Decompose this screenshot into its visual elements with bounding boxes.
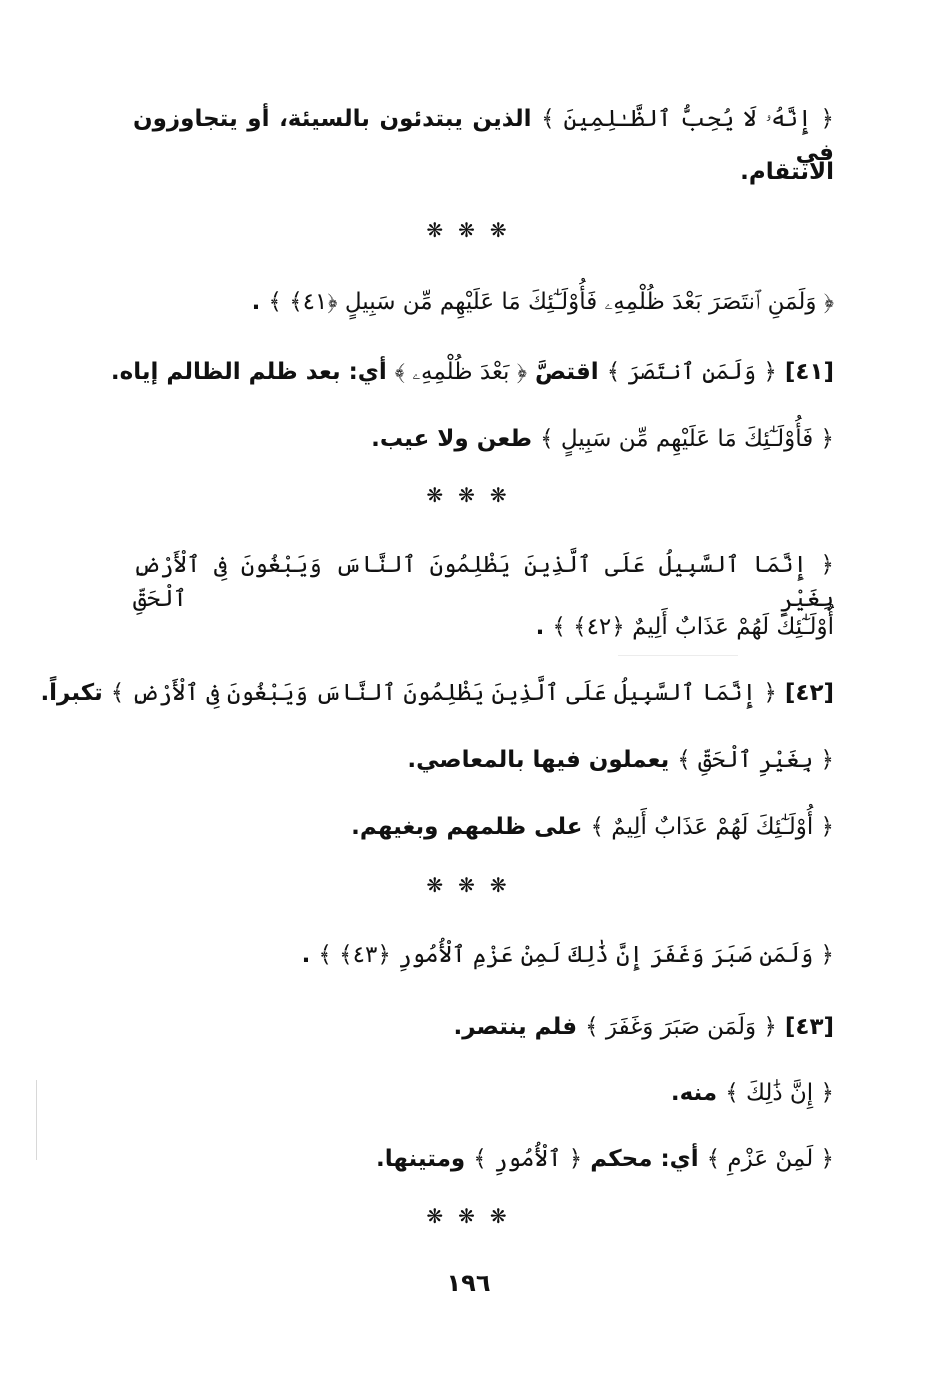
commentary-text: الانتقام. xyxy=(740,159,834,185)
text-line xyxy=(740,155,834,189)
quran-phrase: ﴿ فَأُوْلَـٰٓئِكَ مَا عَلَيْهِم مِّن سَبِيلٍ ﴾ xyxy=(540,426,834,452)
commentary-line xyxy=(454,1010,835,1044)
quran-verse: ﴿ إِنَّهُۥ لَا يُحِبُّ ٱلظَّـٰلِمِينَ ﴾ xyxy=(541,106,834,132)
section-separator: ❋ ❋ ❋ xyxy=(426,218,511,242)
commentary-text: الذين يبتدئون بالسيئة، أو يتجاوزون في xyxy=(133,106,834,166)
commentary-line xyxy=(111,355,834,389)
verse-line xyxy=(133,548,834,616)
verse-number: [٤٢] xyxy=(776,680,834,706)
punctuation: . xyxy=(535,614,553,640)
commentary-line xyxy=(351,810,834,844)
verse-line xyxy=(536,610,834,644)
quran-phrase: ﴿ لَمِنْ عَزْمِ ﴾ xyxy=(706,1146,834,1172)
quran-phrase: ﴿ إِنَّمَا ٱلسَّبِيلُ عَلَى ٱلَّذِينَ يَظْلِمُونَ ٱلنَّاسَ وَيَبْغُونَ فِى ٱلْأَرْضِ ﴾ xyxy=(110,680,777,706)
commentary-line xyxy=(40,676,834,710)
page-number: ١٩٦ xyxy=(446,1269,491,1297)
commentary-text: على ظلمهم وبغيهم. xyxy=(351,814,591,840)
commentary-text: يعملون فيها بالمعاصي. xyxy=(407,747,678,773)
commentary-line xyxy=(407,743,834,777)
commentary-text: أي: بعد ظلم الظالم إياه. xyxy=(110,359,395,385)
commentary-line xyxy=(371,422,834,456)
commentary-text: منه. xyxy=(670,1080,726,1106)
text-line xyxy=(133,102,834,170)
quran-verse: ﴿ وَلَمَنِ ٱنتَصَرَ بَعْدَ ظُلْمِهِۦ فَأُوْلَـٰٓئِكَ مَا عَلَيْهِم مِّن سَبِيلٍ ﴿٤١﴾ ﴾ xyxy=(268,289,834,315)
quran-phrase: ﴿ بَعْدَ ظُلْمِهِۦ ﴾ xyxy=(394,359,527,385)
scan-mark xyxy=(36,1080,37,1160)
commentary-text: ومتينها. xyxy=(375,1146,474,1172)
section-separator: ❋ ❋ ❋ xyxy=(426,873,511,897)
quran-phrase: ﴿ أُوْلَـٰٓئِكَ لَهُمْ عَذَابٌ أَلِيمٌ ﴾ xyxy=(590,814,834,840)
commentary-text: فلم ينتصر. xyxy=(453,1014,586,1040)
quran-verse: ﴿ إِنَّمَا ٱلسَّبِيلُ عَلَى ٱلَّذِينَ يَظْلِمُونَ ٱلنَّاسَ وَيَبْغُونَ فِى ٱلْأَرْضِ بِغَيْرِ ٱلْحَقِّ xyxy=(133,552,834,612)
verse-line xyxy=(302,938,834,972)
section-separator: ❋ ❋ ❋ xyxy=(426,1204,511,1228)
verse-number: [٤٣] xyxy=(776,1014,834,1040)
commentary-line xyxy=(376,1142,834,1176)
quran-phrase: ﴿ إِنَّ ذَٰلِكَ ﴾ xyxy=(725,1080,834,1106)
quran-verse: ﴿ وَلَمَن صَبَرَ وَغَفَرَ إِنَّ ذَٰلِكَ لَمِنْ عَزْمِ ٱلْأُمُورِ ﴿٤٣﴾ ﴾ xyxy=(318,942,834,968)
quran-phrase: ﴿ ٱلْأُمُورِ ﴾ xyxy=(473,1146,583,1172)
quran-phrase: ﴿ وَلَمَنِ ٱنتَصَرَ ﴾ xyxy=(606,359,777,385)
commentary-text: طعن ولا عيب. xyxy=(371,426,541,452)
commentary-text: اقتصَّ xyxy=(526,359,607,385)
verse-line xyxy=(252,285,834,319)
quran-phrase: ﴿ وَلَمَن صَبَرَ وَغَفَرَ ﴾ xyxy=(585,1014,777,1040)
section-separator: ❋ ❋ ❋ xyxy=(426,483,511,507)
verse-number: [٤١] xyxy=(776,359,834,385)
commentary-text: تكبراً. xyxy=(40,680,111,706)
commentary-line xyxy=(671,1076,834,1110)
punctuation: . xyxy=(301,942,319,968)
quran-phrase: ﴿ بِغَيْرِ ٱلْحَقِّ ﴾ xyxy=(677,747,834,773)
quran-verse: أُوْلَـٰٓئِكَ لَهُمْ عَذَابٌ أَلِيمٌ ﴿٤٢﴾ ﴾ xyxy=(552,614,834,640)
punctuation: . xyxy=(251,289,269,315)
commentary-text: أي: محكم xyxy=(582,1146,707,1172)
scan-mark xyxy=(618,655,738,656)
